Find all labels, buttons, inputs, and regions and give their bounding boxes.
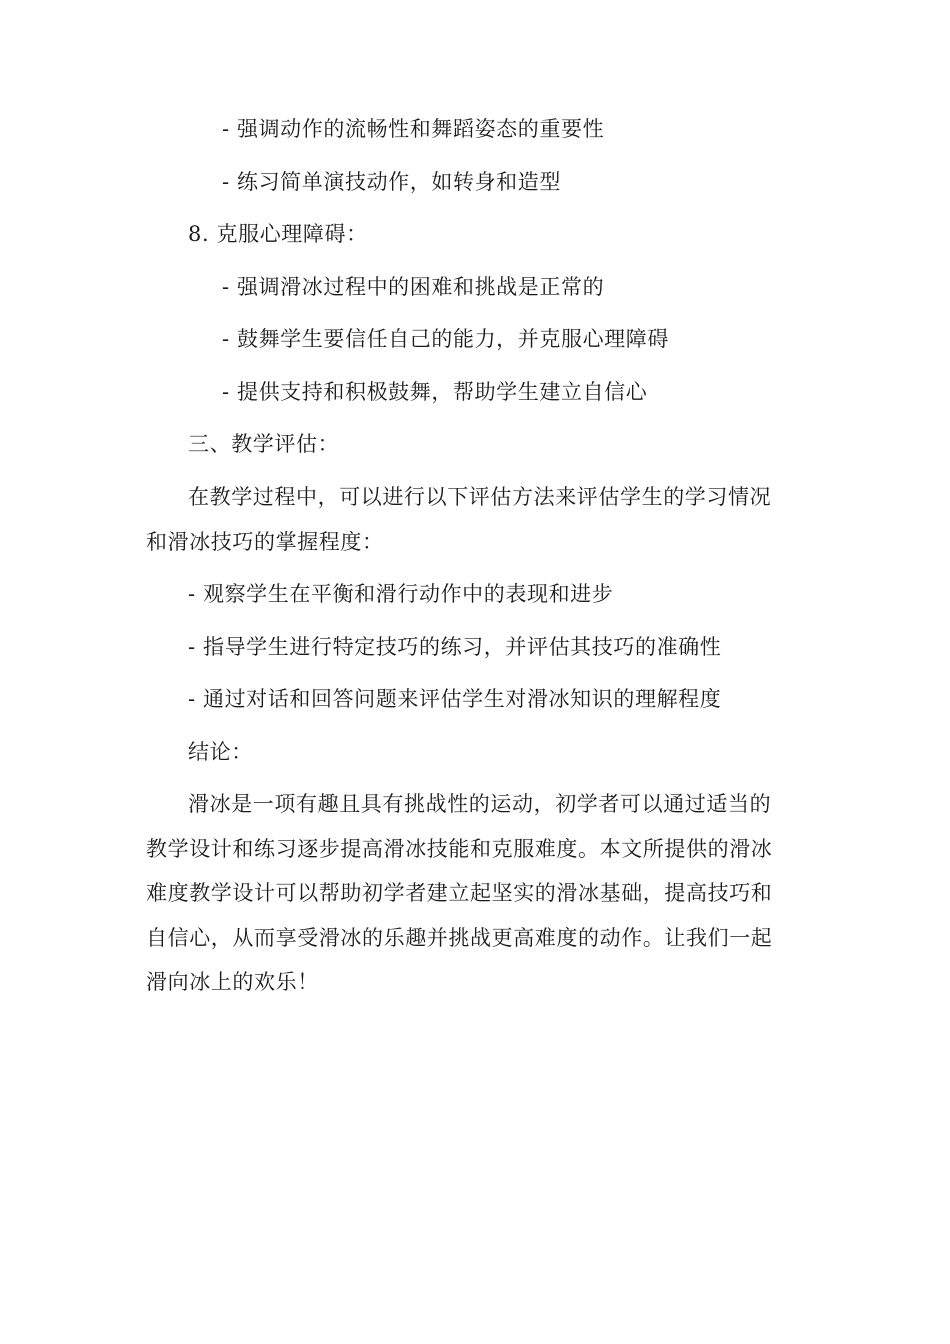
conclusion-line-1: 滑冰是一项有趣且具有挑战性的运动，初学者可以通过适当的 [188,792,772,816]
bullet-build-confidence: - 提供支持和积极鼓舞，帮助学生建立自信心 [222,380,648,404]
conclusion-heading: 结论： [188,740,253,764]
bullet-difficulty-normal: - 强调滑冰过程中的困难和挑战是正常的 [222,275,605,299]
conclusion-line-3: 难度教学设计可以帮助初学者建立起坚实的滑冰基础，提高技巧和 [146,881,773,905]
evaluation-intro-line-2: 和滑冰技巧的掌握程度： [146,530,384,554]
conclusion-line-2: 教学设计和练习逐步提高滑冰技能和克服难度。本文所提供的滑冰 [146,837,773,861]
evaluation-intro-line-1: 在教学过程中，可以进行以下评估方法来评估学生的学习情况 [188,485,772,509]
bullet-fluency: - 强调动作的流畅性和舞蹈姿态的重要性 [222,117,605,141]
conclusion-line-5: 滑向冰上的欢乐！ [146,970,319,994]
evaluation-bullet-practice: - 指导学生进行特定技巧的练习，并评估其技巧的准确性 [188,635,722,659]
item-8-heading: 8. 克服心理障碍： [188,222,368,246]
bullet-trust-ability: - 鼓舞学生要信任自己的能力，并克服心理障碍 [222,327,669,351]
bullet-performance-moves: - 练习简单演技动作，如转身和造型 [222,170,561,194]
evaluation-bullet-observe: - 观察学生在平衡和滑行动作中的表现和进步 [188,582,614,606]
evaluation-bullet-dialogue: - 通过对话和回答问题来评估学生对滑冰知识的理解程度 [188,687,722,711]
conclusion-line-4: 自信心，从而享受滑冰的乐趣并挑战更高难度的动作。让我们一起 [146,926,773,950]
evaluation-heading: 三、教学评估： [188,432,340,456]
